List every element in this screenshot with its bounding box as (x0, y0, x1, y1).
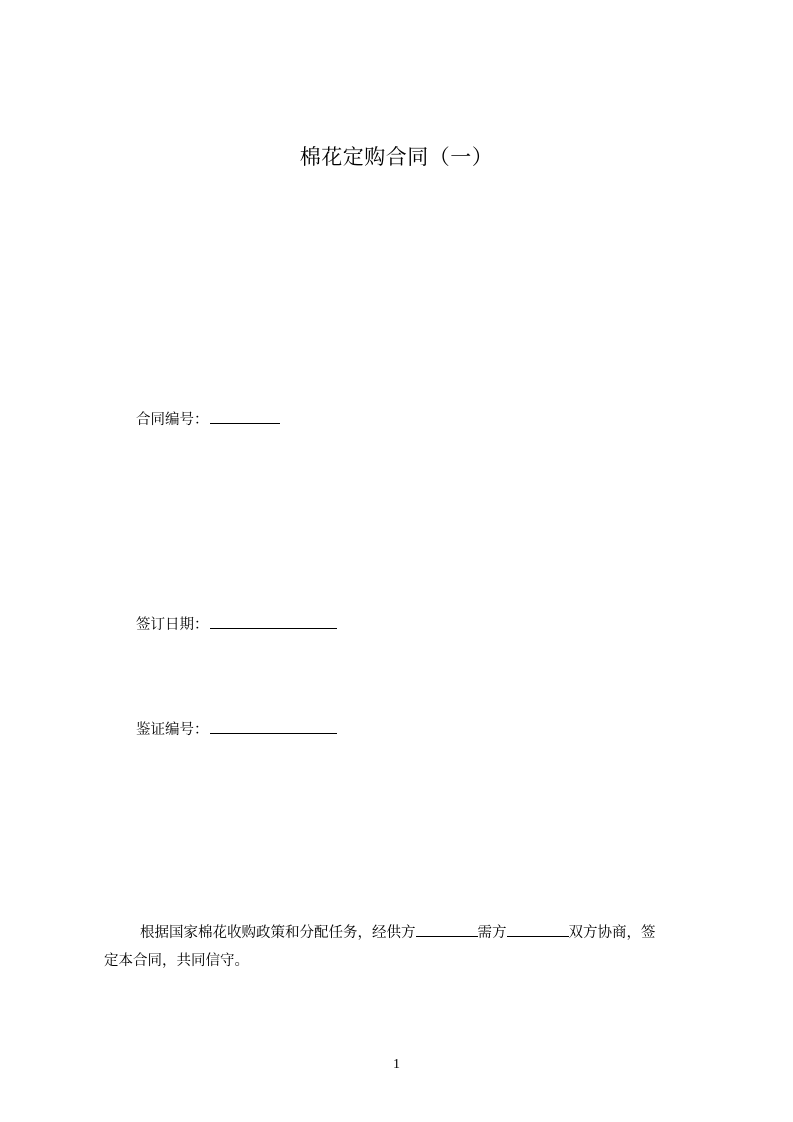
sign-date-label: 签订日期： (136, 617, 209, 633)
buyer-blank (507, 921, 569, 937)
sign-date-blank (210, 613, 337, 629)
contract-number-label: 合同编号： (136, 412, 209, 428)
intro-paragraph-line-2: 定本合同，共同信守。 (104, 953, 249, 969)
contract-number-blank (210, 408, 280, 424)
verification-number-label: 鉴证编号： (136, 722, 209, 738)
document-title: 棉花定购合同（一） (299, 145, 494, 169)
intro-text-part2: 需方 (477, 925, 507, 941)
verification-number-field (136, 718, 337, 740)
intro-text-part1: 根据国家棉花收购政策和分配任务，经供方 (140, 925, 416, 941)
page-number: 1 (393, 1057, 400, 1072)
supplier-blank (416, 921, 478, 937)
intro-text-part3: 双方协商，签 (568, 925, 656, 941)
contract-number-field (136, 408, 280, 430)
intro-paragraph-line-1 (104, 919, 704, 947)
sign-date-field (136, 613, 337, 635)
verification-number-blank (210, 718, 337, 734)
